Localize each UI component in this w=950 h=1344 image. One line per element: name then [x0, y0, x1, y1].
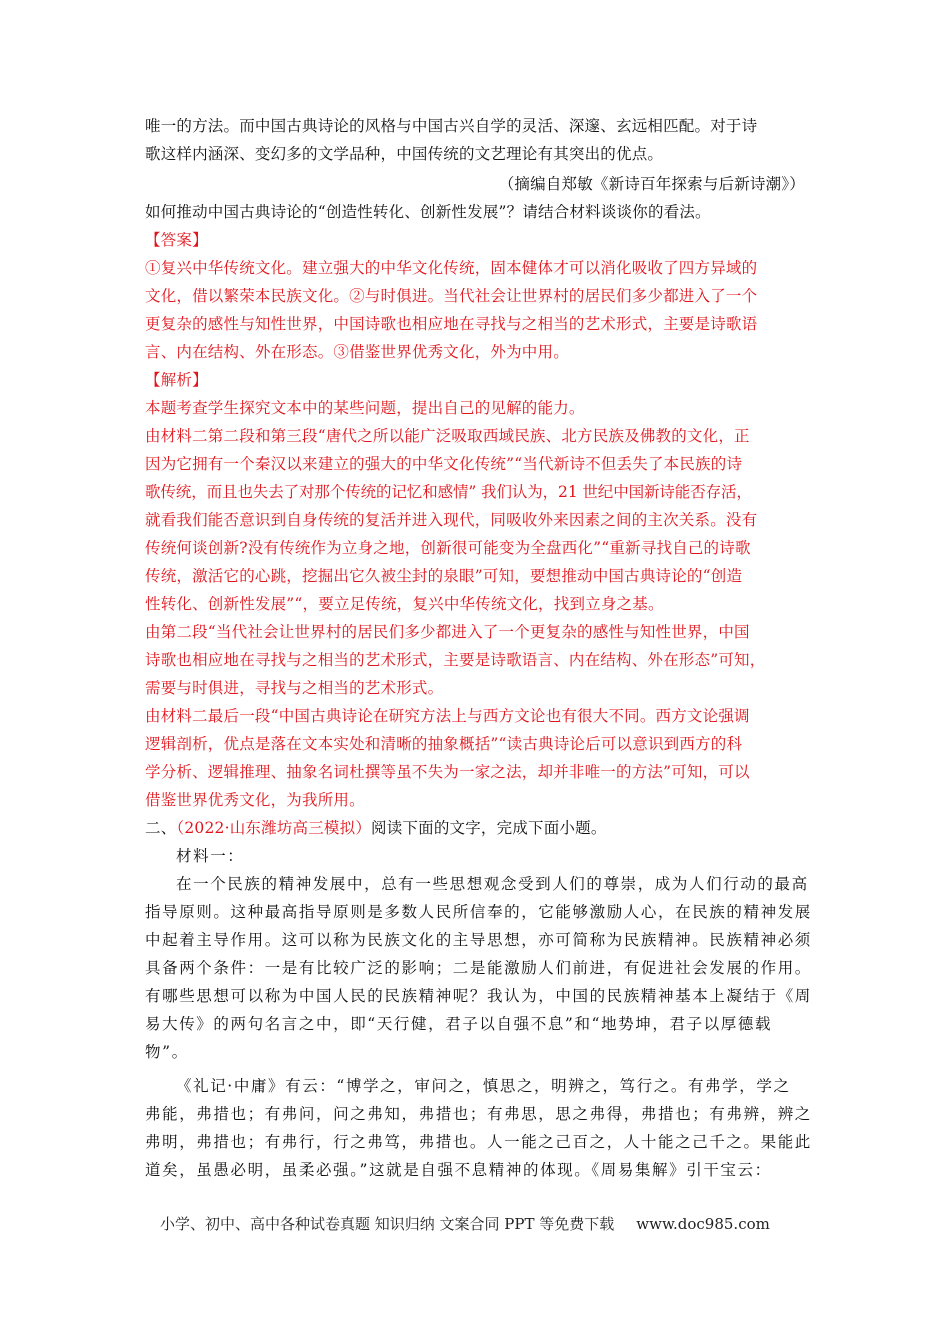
analysis-line: 逻辑剖析，优点是落在文本实处和清晰的抽象概括”“读古典诗论后可以意识到西方的科	[145, 735, 743, 753]
answer-line: 文化，借以繁荣本民族文化。②与时俱进。当代社会让世界村的居民们多少都进入了一个	[145, 287, 758, 305]
intro-line-1: 唯一的方法。而中国古典诗论的风格与中国古兴自学的灵活、深邃、玄远相匹配。对于诗	[145, 117, 758, 135]
material-line: 中起着主导作用。这可以称为民族文化的主导思想，亦可简称为民族精神。民族精神必须	[145, 931, 812, 949]
question-text: 如何推动中国古典诗论的“创造性转化、创新性发展”？请结合材料谈谈你的看法。	[145, 203, 711, 221]
material-line: 有哪些思想可以称为中国人民的民族精神呢？我认为，中国的民族精神基本上凝结于《周	[145, 987, 812, 1005]
source-citation: （摘编自郑敏《新诗百年探索与后新诗潮》）	[498, 175, 805, 193]
section-two-heading	[145, 814, 805, 842]
document-body	[145, 112, 812, 1184]
material-paragraph-2	[145, 1072, 812, 1184]
analysis-line: 学分析、逻辑推理、抽象名词杜撰等虽不失为一家之法，却并非唯一的方法”可知，可以	[145, 763, 750, 781]
answer-line: ①复兴中华传统文化。建立强大的中华文化传统，固本健体才可以消化吸收了四方异域的	[145, 259, 758, 277]
analysis-block	[145, 394, 805, 814]
analysis-line: 由材料二最后一段“中国古典诗论在研究方法上与西方文论也有很大不同。西方文论强调	[145, 707, 750, 725]
intro-paragraph	[145, 112, 805, 168]
material-label: 材料一：	[176, 847, 245, 865]
answer-line: 言、内在结构、外在形态。③借鉴世界优秀文化，外为中用。	[145, 343, 569, 361]
footer-url[interactable]: www.doc985.com	[636, 1215, 770, 1233]
analysis-line: 传统，激活它的心跳，挖掘出它久被尘封的泉眼”可知，要想推动中国古典诗论的“创造	[145, 567, 743, 585]
analysis-line: 由材料二第二段和第三段“唐代之所以能广泛吸取西域民族、北方民族及佛教的文化，正	[145, 427, 750, 445]
analysis-line: 就看我们能否意识到自身传统的复活并进入现代，同吸收外来因素之间的主次关系。没有	[145, 511, 758, 529]
analysis-line: 由第二段“当代社会让世界村的居民们多少都进入了一个更复杂的感性与知性世界，中国	[145, 623, 750, 641]
page-footer	[160, 1213, 770, 1234]
analysis-line: 本题考查学生探究文本中的某些问题，提出自己的见解的能力。	[145, 399, 585, 417]
analysis-line: 需要与时俱进，寻找与之相当的艺术形式。	[145, 679, 444, 697]
answer-header: 【答案】	[145, 231, 208, 249]
material-line: 道矣，虽愚必明，虽柔必强。”这就是自强不息精神的体现。《周易集解》引干宝云：	[145, 1161, 772, 1179]
footer-text: 小学、初中、高中各种试卷真题 知识归纳 文案合同 PPT 等免费下载	[160, 1215, 615, 1233]
analysis-line: 歌传统，而且也失去了对那个传统的记忆和感情” 我们认为，21 世纪中国新诗能否存活，	[145, 483, 752, 501]
analysis-line: 借鉴世界优秀文化，为我所用。	[145, 791, 365, 809]
section-source: （2022·山东潍坊高三模拟）	[176, 819, 372, 837]
material-line: 弗能，弗措也；有弗问，问之弗知，弗措也；有弗思，思之弗得，弗措也；有弗辨，辨之	[145, 1105, 812, 1123]
section-number: 二、	[145, 819, 177, 837]
analysis-header: 【解析】	[145, 371, 208, 389]
material-line: 易大传》的两句名言之中，即“天行健，君子以自强不息”和“地势坤，君子以厚德载	[145, 1015, 773, 1033]
material-line: 具备两个条件：一是有比较广泛的影响；二是能激励人们前进，有促进社会发展的作用。	[145, 959, 812, 977]
material-line: 在一个民族的精神发展中，总有一些思想观念受到人们的尊崇，成为人们行动的最高	[176, 875, 809, 893]
answer-line: 更复杂的感性与知性世界，中国诗歌也相应地在寻找与之相当的艺术形式，主要是诗歌语	[145, 315, 758, 333]
material-line: 《礼记·中庸》有云：“博学之，审问之，慎思之，明辨之，笃行之。有弗学，学之	[176, 1077, 791, 1095]
analysis-line: 诗歌也相应地在寻找与之相当的艺术形式，主要是诗歌语言、内在结构、外在形态”可知，	[145, 651, 766, 669]
analysis-line: 传统何谈创新?没有传统作为立身之地，创新很可能变为全盘西化”“重新寻找自己的诗歌	[145, 539, 751, 557]
intro-line-2: 歌这样内涵深、变幻多的文学品种，中国传统的文艺理论有其突出的优点。	[145, 145, 664, 163]
analysis-line: 性转化、创新性发展”“，要立足传统，复兴中华传统文化，找到立身之基。	[145, 595, 664, 613]
material-line: 物”。	[145, 1043, 189, 1061]
answer-block	[145, 254, 805, 366]
analysis-line: 因为它拥有一个秦汉以来建立的强大的中华文化传统”“当代新诗不但丢失了本民族的诗	[145, 455, 743, 473]
material-line: 弗明，弗措也；有弗行，行之弗笃，弗措也。人一能之己百之，人十能之己千之。果能此	[145, 1133, 812, 1151]
section-instruction: 阅读下面的文字，完成下面小题。	[371, 819, 607, 837]
material-line: 指导原则。这种最高指导原则是多数人民所信奉的，它能够激励人心，在民族的精神发展	[145, 903, 812, 921]
material-paragraph-1	[145, 870, 812, 1066]
